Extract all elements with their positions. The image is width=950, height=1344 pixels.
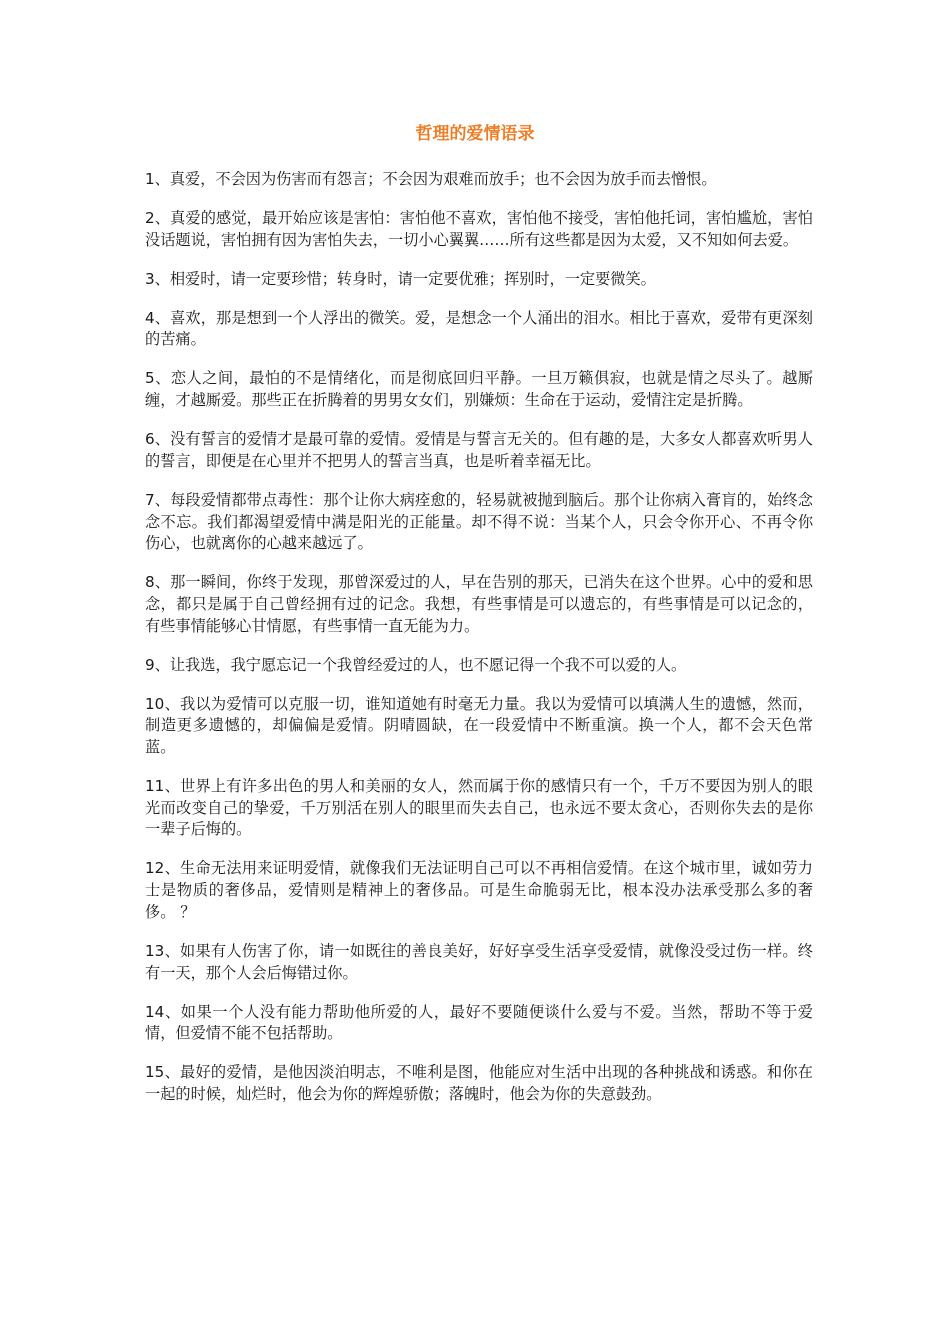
paragraph: 3、相爱时，请一定要珍惜；转身时，请一定要优雅；挥别时，一定要微笑。 <box>145 269 656 288</box>
document-body <box>145 169 813 1123</box>
page-title: 哲理的爱情语录 <box>415 124 535 144</box>
paragraph: 15、最好的爱情，是他因淡泊明志，不唯利是图，他能应对生活中出现的各种挑战和诱惑。和你在一起的时候，灿烂时，他会为你的辉煌骄傲；落魄时，他会为你的失意鼓劲。 <box>145 1063 813 1103</box>
paragraph: 6、没有誓言的爱情才是最可靠的爱情。爱情是与誓言无关的。但有趣的是，大多女人都喜欢听男人的誓言，即便是在心里并不把男人的誓言当真，也是听着幸福无比。 <box>145 430 813 470</box>
paragraph: 7、每段爱情都带点毒性：那个让你大病痊愈的，轻易就被抛到脑后。那个让你病入膏肓的，始终念念不忘。我们都渴望爱情中满是阳光的正能量。却不得不说：当某个人，只会令你开心、不再令你伤心，也就离你的心越来越远了。 <box>145 490 813 553</box>
paragraph: 9、让我选，我宁愿忘记一个我曾经爱过的人，也不愿记得一个我不可以爱的人。 <box>145 655 687 674</box>
paragraph: 1、真爱，不会因为伤害而有怨言；不会因为艰难而放手；也不会因为放手而去憎恨。 <box>145 170 717 188</box>
paragraph: 13、如果有人伤害了你，请一如既往的善良美好，好好享受生活享受爱情，就像没受过伤一样。终有一天，那个人会后悔错过你。 <box>145 941 813 982</box>
paragraph: 4、喜欢，那是想到一个人浮出的微笑。爱，是想念一个人涌出的泪水。相比于喜欢，爱带有更深刻的苦痛。 <box>145 308 813 349</box>
paragraph: 14、如果一个人没有能力帮助他所爱的人，最好不要随便谈什么爱与不爱。当然，帮助不等于爱情，但爱情不能不包括帮助。 <box>145 1002 813 1043</box>
paragraph: 10、我以为爱情可以克服一切，谁知道她有时毫无力量。我以为爱情可以填满人生的遗憾，然而，制造更多遗憾的，却偏偏是爱情。阴晴圆缺，在一段爱情中不断重演。换一个人，都不会天色常蓝。 <box>145 694 813 757</box>
paragraph: 2、真爱的感觉，最开始应该是害怕：害怕他不喜欢，害怕他不接受，害怕他托词，害怕尴尬，害怕没话题说，害怕拥有因为害怕失去，一切小心翼翼……所有这些都是因为太爱，又不知如何去爱。 <box>145 209 813 249</box>
paragraph: 5、恋人之间，最怕的不是情绪化，而是彻底回归平静。一旦万籁俱寂，也就是情之尽头了。越厮缠，才越厮爱。那些正在折腾着的男男女女们，别嫌烦：生命在于运动，爱情注定是折腾。 <box>145 369 813 410</box>
paragraph: 8、那一瞬间，你终于发现，那曾深爱过的人，早在告别的那天，已消失在这个世界。心中的爱和思念，都只是属于自己曾经拥有过的记念。我想，有些事情是可以遗忘的，有些事情是可以记念的，有些事情能够心甘情愿，有些事情一直无能为力。 <box>145 573 813 635</box>
paragraph: 12、生命无法用来证明爱情，就像我们无法证明自己可以不再相信爱情。在这个城市里，诚如劳力士是物质的奢侈品，爱情则是精神上的奢侈品。可是生命脆弱无比，根本没办法承受那么多的奢侈。 ？ <box>145 859 813 921</box>
paragraph: 11、世界上有许多出色的男人和美丽的女人，然而属于你的感情只有一个，千万不要因为别人的眼光而改变自己的挚爱，千万别活在别人的眼里而失去自己，也永远不要太贪心，否则你失去的是你一辈子后悔的。 <box>145 777 813 839</box>
